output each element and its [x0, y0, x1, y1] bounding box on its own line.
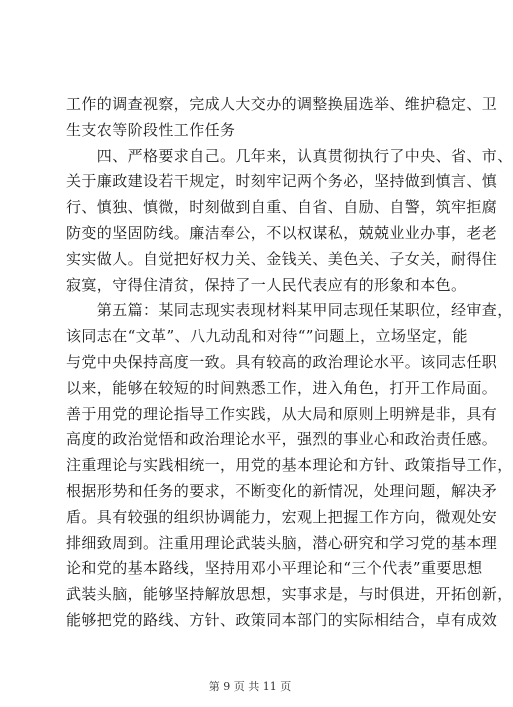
text-line: 善于用党的理论指导工作实践，从大局和原则上明辨是非，具有 — [66, 404, 498, 423]
text-line: 四、严格要求自己。几年来，认真贯彻执行了中央、省、市、 — [66, 146, 513, 165]
text-line: 注重理论与实践相统一，用党的基本理论和方针、政策指导工作， — [66, 456, 513, 475]
text-line: 关于廉政建设若干规定，时刻牢记两个务必，坚持做到慎言、慎 — [66, 172, 498, 191]
text-line: 高度的政治觉悟和政治理论水平，强烈的事业心和政治责任感。 — [66, 430, 498, 449]
text-line: 与党中央保持高度一致。具有较高的政治理论水平。该同志任职 — [66, 352, 498, 371]
text-line: 盾。具有较强的组织协调能力，宏观上把握工作方向，微观处安 — [66, 507, 498, 526]
text-line: 生支农等阶段性工作任务 — [66, 120, 236, 139]
text-line: 该同志在“文革”、八九动乱和对待“”问题上，立场坚定，能 — [66, 327, 468, 346]
text-line: 以来，能够在较短的时间熟悉工作，进入角色，打开工作局面。 — [66, 378, 498, 397]
text-line: 论和党的基本路线，坚持用邓小平理论和“三个代表”重要思想 — [66, 559, 483, 578]
text-line: 排细致周到。注重用理论武装头脑，潜心研究和学习党的基本理 — [66, 533, 498, 552]
document-body — [66, 92, 513, 634]
text-line: 行、慎独、慎微，时刻做到自重、自省、自励、自警，筑牢拒腐 — [66, 198, 498, 217]
text-line: 实实做人。自觉把好权力关、金钱关、美色关、子女关，耐得住 — [66, 249, 498, 268]
text-line: 根据形势和任务的要求，不断变化的新情况，处理问题，解决矛 — [66, 481, 498, 500]
text-line: 寂寞，守得住清贫，保持了一人民代表应有的形象和本色。 — [66, 275, 467, 294]
text-line: 武装头脑，能够坚持解放思想，实事求是，与时俱进，开拓创新， — [66, 585, 513, 604]
text-line: 工作的调查视察，完成人大交办的调整换届选举、维护稳定、卫 — [66, 95, 498, 113]
page-number-footer: 第 9 页 共 11 页 — [208, 680, 292, 693]
text-line: 能够把党的路线、方针、政策同本部门的实际相结合，卓有成效 — [66, 610, 498, 629]
text-line: 第五篇：某同志现实表现材料某甲同志现任某职位，经审查， — [66, 301, 513, 320]
text-line: 防变的坚固防线。廉洁奉公，不以权谋私，兢兢业业办事，老老 — [66, 223, 498, 242]
